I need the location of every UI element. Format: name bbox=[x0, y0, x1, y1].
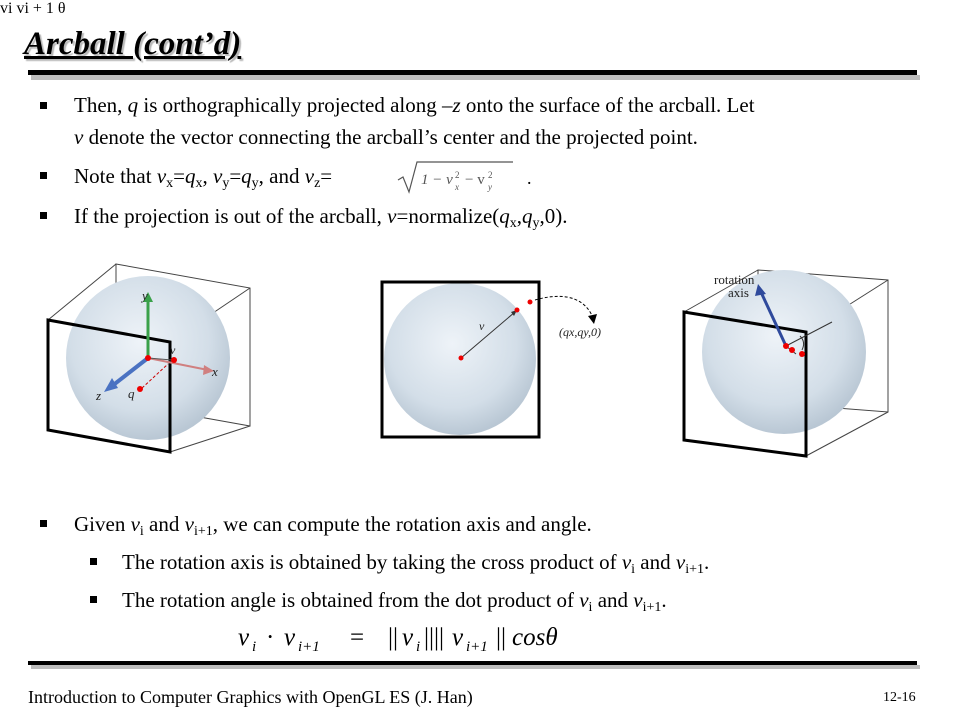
fig1-label-y: y bbox=[142, 288, 148, 303]
bullet-2: Note that $v_x=q_x$, $v_y=q_y$, and $v_z=$ bbox=[74, 164, 333, 191]
fig2-label-v: v bbox=[479, 319, 485, 333]
figure-rotation-axis bbox=[678, 262, 898, 462]
title-rule bbox=[28, 70, 917, 75]
bullet-3: If the projection is out of the arcball, $v=normalize(q_x,q_y,0)$. bbox=[74, 204, 568, 231]
sqrt-formula bbox=[395, 158, 545, 196]
svg-text:x: x bbox=[455, 182, 459, 192]
svg-text:||||: |||| bbox=[424, 624, 445, 651]
bullet-1-line-2: v denote the vector connecting the arcball’s center and the projected point. bbox=[74, 125, 698, 149]
bullet-marker bbox=[40, 172, 47, 179]
sub-bullet-marker bbox=[90, 596, 97, 603]
svg-text:v: v bbox=[402, 624, 414, 651]
figure-projection bbox=[375, 278, 625, 448]
svg-text:cosθ: cosθ bbox=[512, 624, 558, 651]
bullet-marker bbox=[40, 520, 47, 527]
sub-bullet-2: The rotation angle is obtained from the dot product of $v_i$ and $v_{i+1}$. bbox=[122, 588, 667, 615]
fig3-rotation-label-1: rotation bbox=[714, 272, 755, 287]
svg-text:y: y bbox=[488, 182, 492, 192]
fig3-label-vi1: vi + 1 bbox=[16, 0, 54, 17]
svg-text:v: v bbox=[238, 624, 250, 651]
fig2-label-target: (qx,qy,0) bbox=[559, 325, 601, 339]
svg-text:v: v bbox=[284, 624, 296, 651]
svg-text:||: || bbox=[388, 624, 399, 651]
svg-text:i+1: i+1 bbox=[466, 639, 488, 655]
svg-text:v: v bbox=[452, 624, 464, 651]
svg-text:i+1: i+1 bbox=[298, 639, 320, 655]
fig3-label-theta: θ bbox=[57, 0, 66, 17]
svg-text:2: 2 bbox=[455, 170, 460, 180]
sub-bullet-marker bbox=[90, 558, 97, 565]
dot-product-equation bbox=[232, 618, 592, 658]
svg-text:=: = bbox=[350, 624, 365, 651]
svg-text:.: . bbox=[527, 168, 532, 188]
bullet-4: Given $v_i$ and $v_{i+1}$, we can compute the rotation axis and angle. bbox=[74, 512, 592, 539]
fig3-label-vi: vi bbox=[0, 0, 13, 17]
svg-text:·: · bbox=[266, 624, 275, 651]
sub-bullet-1: The rotation axis is obtained by taking the cross product of $v_i$ and $v_{i+1}$. bbox=[122, 550, 710, 577]
figure-arcball-axes bbox=[40, 258, 280, 458]
bullet-marker bbox=[40, 212, 47, 219]
footer-page-number: 12-16 bbox=[883, 690, 916, 705]
bullet-1-line-1: Then, q is orthographically projected along –z onto the surface of the arcball. Let bbox=[74, 93, 755, 117]
fig1-label-q: q bbox=[128, 386, 135, 401]
footer-rule bbox=[28, 661, 917, 665]
fig3-rotation-label-2: axis bbox=[728, 285, 749, 300]
footer-rule-shadow bbox=[31, 665, 920, 669]
svg-text:||: || bbox=[496, 624, 507, 651]
footer-course: Introduction to Computer Graphics with OpenGL ES (J. Han) bbox=[28, 687, 473, 707]
fig1-label-z: z bbox=[96, 388, 102, 403]
title-rule-shadow bbox=[31, 75, 920, 80]
svg-text:1 − v: 1 − v bbox=[421, 172, 453, 188]
svg-text:i: i bbox=[252, 639, 257, 655]
fig1-label-v: v bbox=[170, 343, 176, 357]
bullet-marker bbox=[40, 102, 47, 109]
svg-text:i: i bbox=[416, 639, 421, 655]
fig1-label-x: x bbox=[212, 364, 218, 379]
slide-title: Arcball (cont’d) bbox=[24, 26, 242, 62]
svg-text:− v: − v bbox=[465, 172, 485, 188]
svg-text:2: 2 bbox=[488, 170, 493, 180]
